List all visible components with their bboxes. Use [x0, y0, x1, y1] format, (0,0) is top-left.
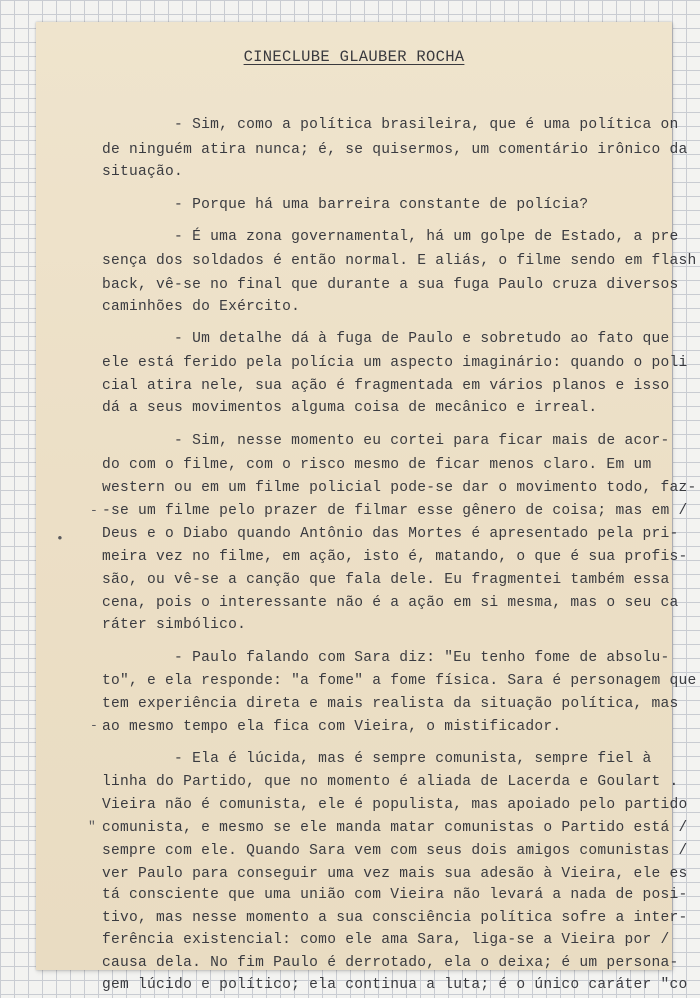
text-line: to", e ela responde: "a fome" a fome física. Sara é personagem que — [102, 673, 697, 689]
document-title: CINECLUBE GLAUBER ROCHA — [243, 48, 465, 66]
text-line: -se um filme pelo prazer de filmar esse gênero de coisa; mas em / — [102, 503, 688, 519]
text-line: ferência existencial: como ele ama Sara, liga-se a Vieira por / — [102, 932, 670, 948]
text-line: são, ou vê-se a canção que fala dele. Eu fragmentei também essa — [102, 572, 670, 588]
text-line: - Paulo falando com Sara diz: "Eu tenho fome de absolu- — [102, 650, 670, 666]
text-line: ver Paulo para conseguir uma vez mais sua adesão à Vieira, ele es — [102, 866, 688, 882]
margin-mark: - — [90, 503, 98, 518]
text-line: comunista, e mesmo se ele manda matar comunistas o Partido está / — [102, 820, 688, 836]
text-line: causa dela. No fim Paulo é derrotado, ela o deixa; é um persona- — [102, 955, 679, 971]
text-line: cena, pois o interessante não é a ação em si mesma, mas o seu ca — [102, 595, 679, 611]
text-line: sença dos soldados é então normal. E aliás, o filme sendo em flash — [102, 253, 697, 269]
text-line: - Porque há uma barreira constante de polícia? — [102, 197, 589, 213]
text-line: dá a seus movimentos alguma coisa de mecânico e irreal. — [102, 400, 598, 416]
text-line: western ou em um filme policial pode-se dar o movimento todo, faz- — [102, 480, 697, 496]
text-line: caminhões do Exército. — [102, 299, 301, 315]
text-line: situação. — [102, 164, 184, 180]
margin-dot: • — [56, 531, 64, 546]
document-page — [36, 22, 697, 993]
text-line: sempre com ele. Quando Sara vem com seus dois amigos comunistas / — [102, 843, 688, 859]
text-line: de ninguém atira nunca; é, se quisermos, um comentário irônico da — [102, 142, 688, 158]
text-line: do com o filme, com o risco mesmo de ficar menos claro. Em um — [102, 457, 652, 473]
text-line: Vieira não é comunista, ele é populista, mas apoiado pelo partido — [102, 797, 688, 813]
margin-mark: - — [90, 718, 98, 733]
text-line: - Sim, nesse momento eu cortei para ficar mais de acor- — [102, 433, 670, 449]
text-line: back, vê-se no final que durante a sua fuga Paulo cruza diversos — [102, 277, 679, 293]
text-line: Deus e o Diabo quando Antônio das Mortes é apresentado pela pri- — [102, 526, 679, 542]
text-line: linha do Partido, que no momento é aliada de Lacerda e Goulart . — [102, 774, 679, 790]
text-line: cial atira nele, sua ação é fragmentada em vários planos e isso — [102, 378, 670, 394]
text-line: gem lúcido e político; ela continua a luta; é o único caráter "co — [102, 977, 688, 993]
text-line: tem experiência direta e mais realista da situação política, mas — [102, 696, 679, 712]
text-line: tivo, mas nesse momento a sua consciência política sofre a inter- — [102, 910, 688, 926]
text-line: ele está ferido pela polícia um aspecto imaginário: quando o poli — [102, 355, 688, 371]
text-line: ao mesmo tempo ela fica com Vieira, o mistificador. — [102, 719, 562, 735]
text-line: ráter simbólico. — [102, 617, 247, 633]
text-line: meira vez no filme, em ação, isto é, matando, o que é sua profis- — [102, 549, 688, 565]
margin-mark: " — [88, 819, 96, 834]
text-line: tá consciente que uma união com Vieira não levará a nada de posi- — [102, 887, 688, 903]
text-line: - Ela é lúcida, mas é sempre comunista, sempre fiel à — [102, 751, 652, 767]
text-line: - Um detalhe dá à fuga de Paulo e sobretudo ao fato que — [102, 331, 670, 347]
text-line: - É uma zona governamental, há um golpe de Estado, a pre — [102, 229, 679, 245]
text-line: - Sim, como a política brasileira, que é uma política on — [102, 117, 679, 133]
